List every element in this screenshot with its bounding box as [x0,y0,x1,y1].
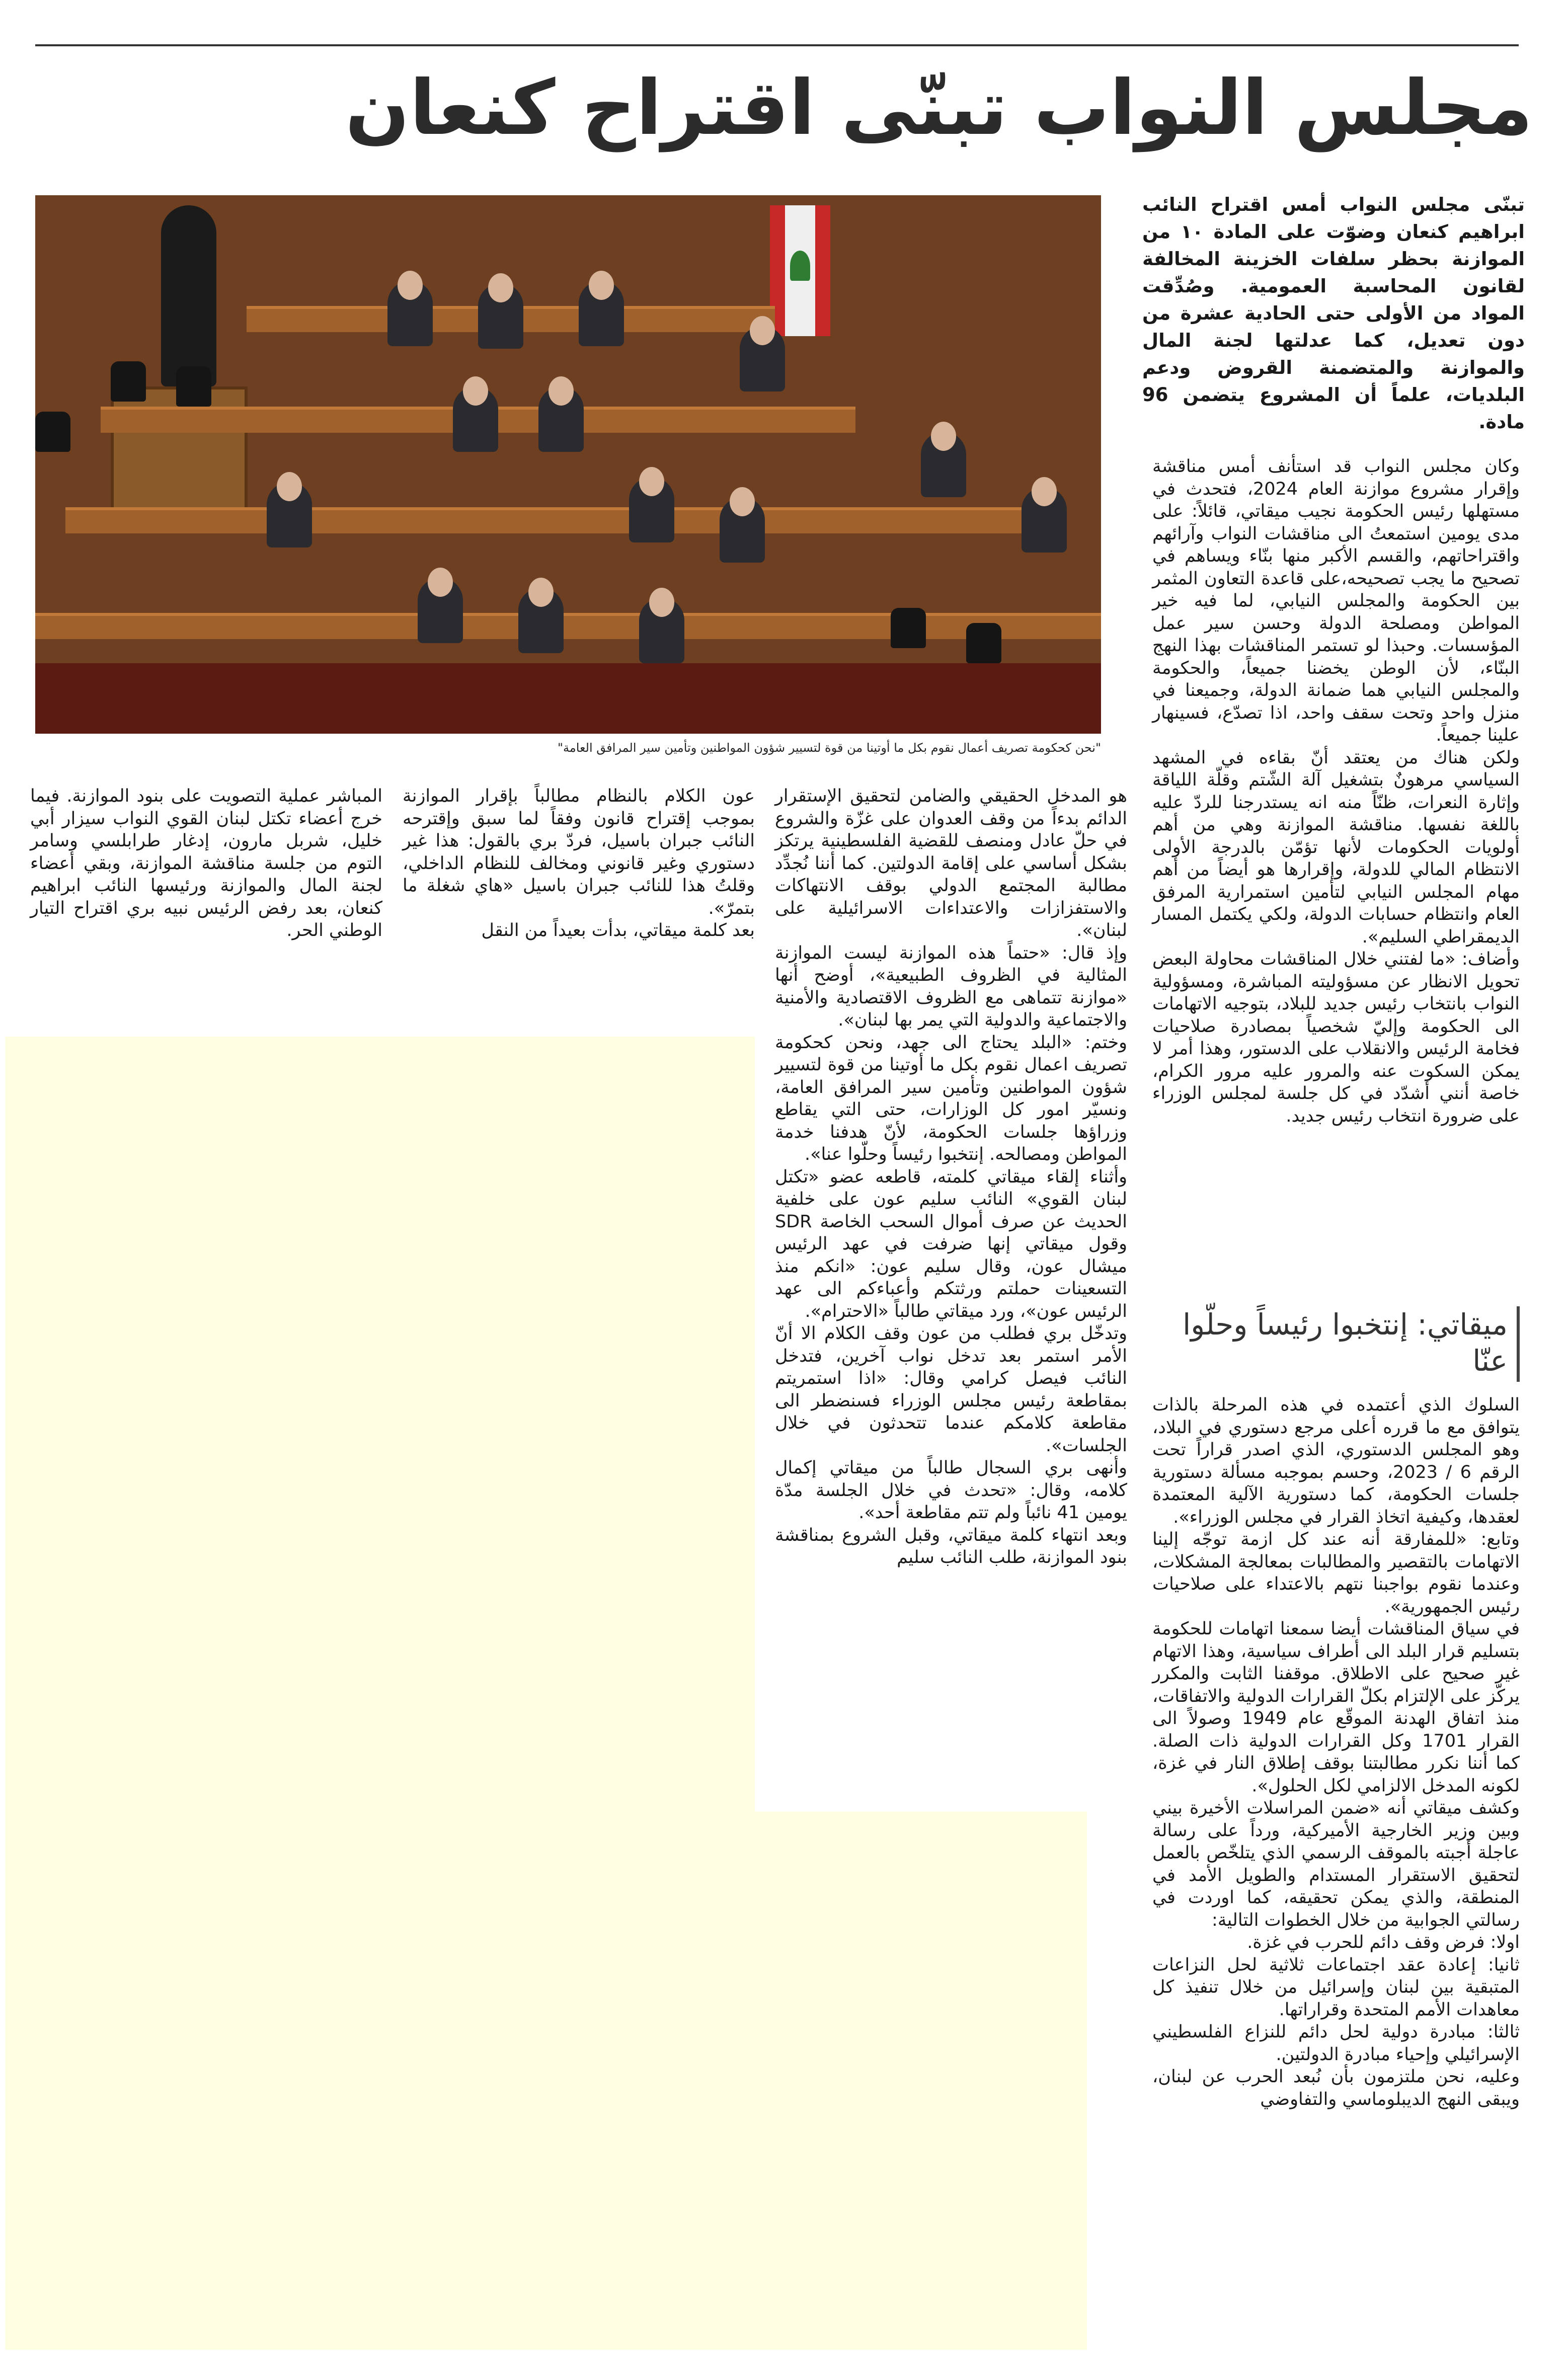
person-head [730,487,755,516]
column-middle: هو المدخل الحقيقي والضامن لتحقيق الإستقرار الدائم بدءاً من وقف العدوان على غزّة والشروع في حلّ عادل ومنصف للقضية الفلسطينية يرتكز بشكل أساسي على إقامة الدولتين. كما أننا نُجدِّد مطالبة المجتمع الدولي بوقف الانتهاكات والاستفزازات والاعتداءات الاسرائيلية على لبنان». وإذ قال: «حتماً هذه الموازنة ليست الموازنة المثالية في الظروف الطبيعية»، أوضح أنها «موازنة تتماهى مع الظروف الاقتصادية والأمنية والاجتماعية والدولية التي يمر بها لبنان». وختم: «البلد يحتاج الى جهد، ونحن كحكومة تصريف اعمال نقوم بكل ما أوتينا من قوة لتسيير شؤون المواطنين وتأمين سير المرافق العامة، ونسيّر امور كل الوزارات، حتى التي يقاطع وزراؤها جلسات الحكومة، لأنّ هدفنا خدمة المواطن ومصالحه. إنتخبوا رئيساً وحلّوا عنا». وأثناء إلقاء ميقاتي كلمته، قاطعه عضو «تكتل لبنان القوي» النائب سليم عون على خلفية الحديث عن صرف أموال السحب الخاصة SDR وقول ميقاتي إنها ضرفت في عهد الرئيس ميشال عون، وقال سليم عون: «انكم منذ التسعينات حملتم ورثتكم وأعباءكم الى عهد الرئيس عون»، ورد ميقاتي طالباً «الاحترام». وتدخّل بري فطلب من عون وقف الكلام الا أنّ الأمر استمر بعد تدخل نواب آخرين، فتدخل النائب فيصل كرامي وقال: «اذا استمريتم بمقاطعة رئيس مجلس الوزراء فسنضطر الى مقاطعة كلامكم عندما تتحدثون في خلال الجلسات». وأنهى بري السجال طالباً من ميقاتي إكمال كلامه، وقال: «تحدث في خلال الجلسة مدّة يومين 41 نائباً ولم تتم مقاطعة أحد». وبعد انتهاء كلمة ميقاتي، وقبل الشروع بمناقشة بنود الموازنة، طلب النائب سليم [775,786,1127,1567]
person-head [931,422,956,451]
parliament-photo [35,195,1101,734]
person-head [548,376,574,406]
chair [35,412,70,452]
speaker-figure [161,205,216,386]
top-rule [35,44,1519,46]
person-head [488,273,513,302]
column-right-bottom: السلوك الذي أعتمده في هذه المرحلة بالذات يتوافق مع ما قرره أعلى مرجع دستوري في البلاد، وهو المجلس الدستوري، الذي اصدر قراراً تحت الرقم 6 / 2023، وحسم بموجبه مسألة دستورية جلسات الحكومة، كما دستورية الآلية المعتمدة لعقدها، وكيفية اتخاذ القرار في مجلس الوزراء». وتابع: «للمفارقة أنه عند كل ازمة توجّه إلينا الاتهامات بالتقصير والمطالبات بمعالجة المشكلات، وعندما نقوم بواجبنا نتهم بالاعتداء على صلاحيات رئيس الجمهورية». في سياق المناقشات أيضا سمعنا اتهامات للحكومة بتسليم قرار البلد الى أطراف سياسية، وهذا الاتهام غير صحيح على الاطلاق. موقفنا الثابت والمكرر يركّز على الإلتزام بكلّ القرارات الدولية والاتفاقات، منذ اتفاق الهدنة الموقّع عام 1949 وصولاً الى القرار 1701 وكل القرارات الدولية ذات الصلة. كما أننا نكرر مطالبتنا بوقف إطلاق النار في غزة، لكونه المدخل الالزامي لكل الحلول». وكشف ميقاتي أنه «ضمن المراسلات الأخيرة بيني وبين وزير الخارجية الأميركية، ورداً على رسالة عاجلة أجبته بالموقف الرسمي الذي يتلخّص بالعمل لتحقيق الاستقرار المستدام والطويل الأمد في المنطقة، والذي يمكن تحقيقه، كما اوردت في رسالتي الجوابية من خلال الخطوات التالية: اولا: فرض وقف دائم للحرب في غزة. ثانيا: إعادة عقد اجتماعات ثلاثية لحل النزاعات المتبقية بين لبنان وإسرائيل من خلال تنفيذ كل معاهدات الأمم المتحدة وقراراتها. ثالثا: مبادرة دولية لحل دائم للنزاع الفلسطيني الإسرائيلي وإحياء مبادرة الدولتين. وعليه، نحن ملتزمون بأن نُبعد الحرب عن لبنان، ويبقى النهج الديبلوماسي والتفاوضي [1152,1395,1520,2109]
photo-caption: "نحن كحكومة تصريف أعمال نقوم بكل ما أوتينا من قوة لتسيير شؤون المواطنين وتأمين سير المرافق العامة" [558,741,1101,755]
chair [966,623,1001,663]
lead-paragraph: تبنّى مجلس النواب أمس اقتراح النائب ابراهيم كنعان وضوّت على المادة ١٠ من الموازنة بحظر سلفات الخزينة المخالفة لقانون المحاسبة العمومية. وصُدِّقت المواد من الأولى حتى الحادية عشرة من دون تعديل، كما عدلتها لجنة المال والموازنة والمتضمنة القروض ودعم البلديات، علماً أن المشروع يتضمن 96 مادة. [1142,194,1525,433]
person-head [398,271,423,300]
ad-space [5,1037,755,1812]
person-head [589,271,614,300]
column-left-middle: عون الكلام بالنظام مطالباً بإقرار الموازنة بموجب إقتراح قانون وفقاً لما سبق وإقترحه النائب جبران باسيل، فردّ بري بالقول: هذا غير دستوري وغير قانوني ومخالف للنظام الداخلي، وقلتُ هذا للنائب جبران باسيل «هاي شغلة ما بتمرّ». بعد كلمة ميقاتي، بدأت بعيداً من النقل [403,786,755,940]
cedar-emblem [790,251,810,281]
ad-space [5,1812,1087,2350]
person-head [639,467,664,496]
column-left: المباشر عملية التصويت على بنود الموازنة. فيما خرج أعضاء تكتل لبنان القوي النواب سيزار أبي خليل، شربل مارون، إدغار طرابلسي وسامر التوم من جلسة مناقشة الموازنة، وبقي أعضاء لجنة المال والموازنة ورئيسها النائب ابراهيم كنعان، بعد رفض الرئيس نبيه بري اقتراح التيار الوطني الحر. [30,786,382,940]
person-head [528,578,554,607]
subheading: ميقاتي: إنتخبوا رئيساً وحلّوا عنّا [1152,1306,1520,1382]
person-head [649,588,674,617]
desk [35,613,1101,639]
person-head [1032,477,1057,506]
chair [111,361,146,402]
person-head [750,316,775,345]
person-head [277,472,302,501]
desk [65,507,1022,533]
person-head [463,376,488,406]
floor [35,663,1101,734]
page-title: مجلس النواب تبنّى اقتراح كنعان [345,64,1533,152]
person-head [428,568,453,597]
column-right-top: وكان مجلس النواب قد استأنف أمس مناقشة وإقرار مشروع موازنة العام 2024، فتحدث في مستهلها رئيس الحكومة نجيب ميقاتي، قائلاً: على مدى يومين استمعتُ الى مناقشات النواب وآرائهم واقتراحاتهم، والقسم الأكبر منها بنّاء ويساهم في تصحيح ما يجب تصحيحه،على قاعدة التعاون المثمر بين الحكومة والمجلس النيابي، لما فيه خير المواطن ومصلحة الدولة وحسن سير عمل المؤسسات. وحبذا لو تستمر المناقشات بهذا النهج البنّاء، لأن الوطن يخضنا جميعاً، والحكومة والمجلس النيابي هما ضمانة الدولة، وجميعنا في منزل واحد وتحت سقف واحد، اذا تصدّع، فسينهار علينا جميعاً. ولكن هناك من يعتقد أنّ بقاءه في المشهد السياسي مرهونٌ بتشغيل آلة الشّتم وقلّة اللياقة وإثارة النعرات، ظنّاً منه انه يستدرجنا للردّ عليه باللغة نفسها. مناقشة الموازنة وهي من أهم أولويات الحكومات لأنها تؤمّن بالدرجة الأولى الانتظام المالي للدولة، وإقرارها هو أيضاً من أهم مهام المجلس النيابي لتأمين استمرارية المرفق العام وانتظام حسابات الدولة، ولكي يكتمل المسار الديمقراطي السليم». وأضاف: «ما لفتني خلال المناقشات محاولة البعض تحويل الانظار عن مسؤوليته المباشرة، ومسؤولية النواب بانتخاب رئيس جديد للبلاد، بتوجيه الاتهامات الى الحكومة وإليّ شخصياً بمصادرة صلاحيات فخامة الرئيس والانقلاب على الدستور، وهذا أمر لا يمكن السكوت عنه والمرور عليه مرور الكرام، خاصة أنني أشدّد في كل جلسة لمجلس الوزراء على ضرورة انتخاب رئيس جديد. [1152,456,1520,1126]
chair [176,366,211,407]
chair [891,608,926,648]
